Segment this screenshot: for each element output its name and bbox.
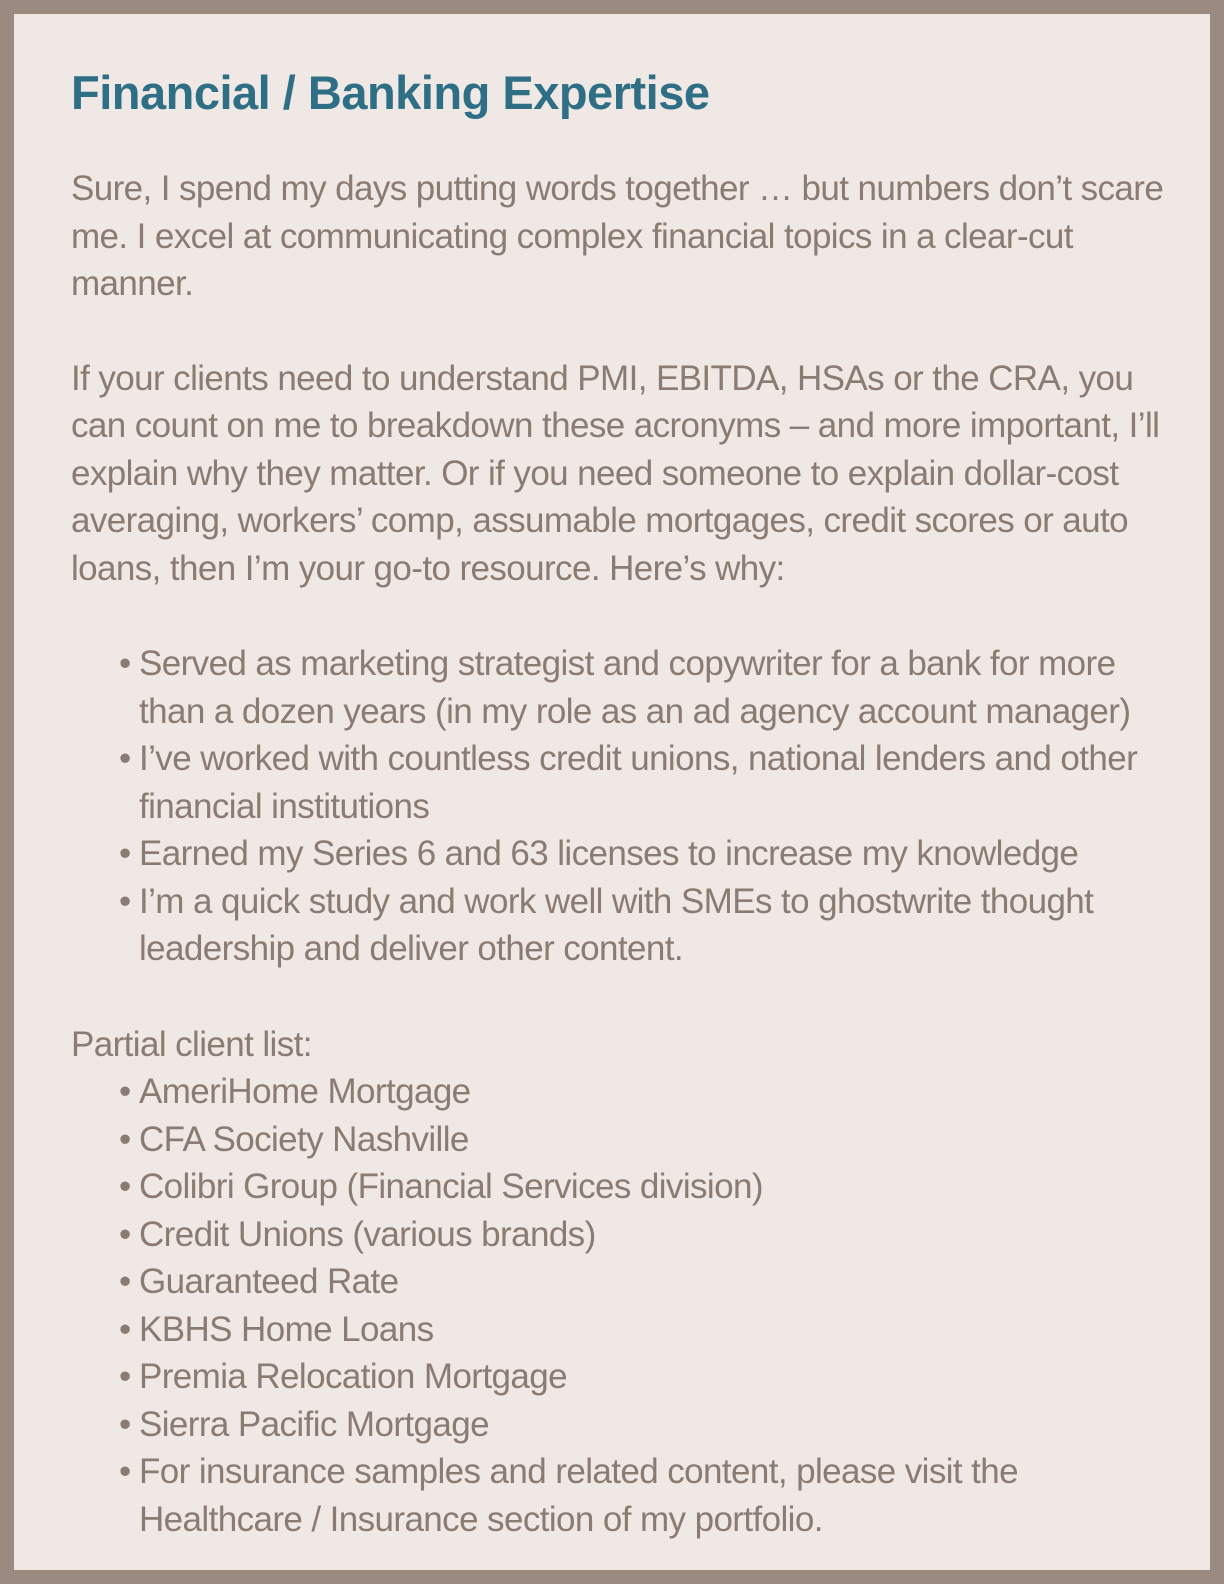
list-item: • Credit Unions (various brands) — [139, 1211, 1180, 1259]
list-item: • CFA Society Nashville — [139, 1116, 1180, 1164]
detail-paragraph: If your clients need to understand PMI, EBITDA, HSAs or the CRA, you can count on me to breakdown these acronyms – and more important, I’ll explain why they matter. Or if you need someone to explain dollar-cost averaging, workers’ comp, assumable mortgages, credit scores or auto loans, then I’m your go-to resource. Here’s why: — [71, 358, 1160, 588]
intro-paragraph: Sure, I spend my days putting words together … but numbers don’t scare me. I excel at communicating complex financial topics in a clear-cut manner. — [71, 169, 1164, 303]
list-item: • Premia Relocation Mortgage — [139, 1353, 1180, 1401]
list-item: • KBHS Home Loans — [139, 1306, 1180, 1354]
list-item: • I’m a quick study and work well with SMEs to ghostwrite thought leadership and deliver other content. — [139, 878, 1180, 973]
list-item: • Earned my Series 6 and 63 licenses to increase my knowledge — [139, 830, 1180, 878]
client-list-label: Partial client list: — [71, 1024, 312, 1064]
page-title: Financial / Banking Expertise — [71, 66, 710, 119]
document-page — [14, 14, 1210, 1570]
list-item: • For insurance samples and related content, please visit the Healthcare / Insurance section of my portfolio. — [139, 1448, 1180, 1543]
list-item: • I’ve worked with countless credit unions, national lenders and other financial institutions — [139, 735, 1180, 830]
list-item: • Colibri Group (Financial Services division) — [139, 1163, 1180, 1211]
list-item: • Sierra Pacific Mortgage — [139, 1401, 1180, 1449]
list-item: • Guaranteed Rate — [139, 1258, 1180, 1306]
client-list — [71, 1068, 1180, 1543]
list-item: • AmeriHome Mortgage — [139, 1068, 1180, 1116]
list-item: • Served as marketing strategist and copywriter for a bank for more than a dozen years (in my role as an ad agency account manager) — [139, 640, 1180, 735]
reasons-list — [71, 640, 1180, 973]
